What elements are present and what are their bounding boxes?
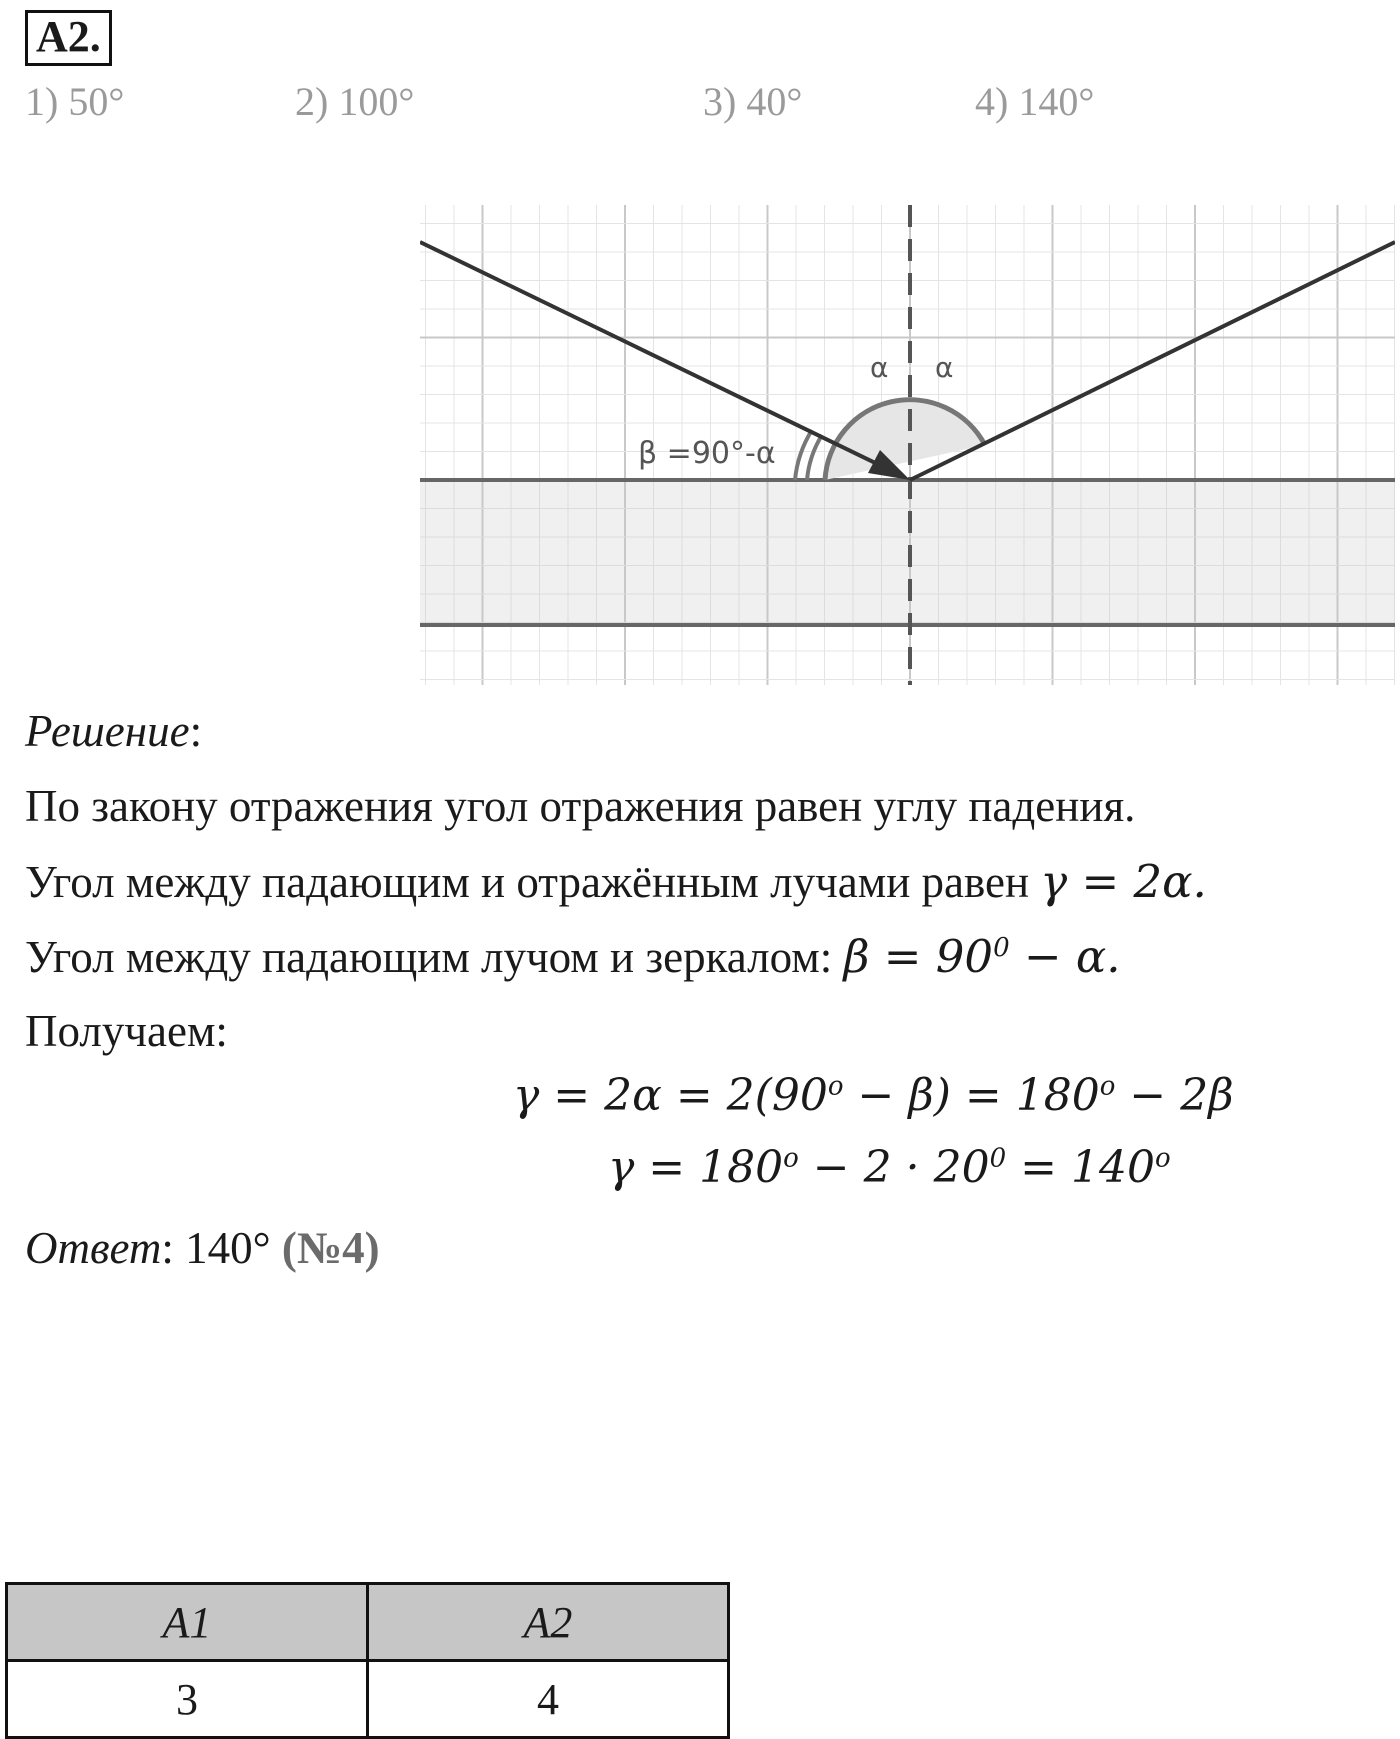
formula-2-c: = 140 [1006,1142,1155,1193]
beta-label: β =90°-α [638,436,776,471]
solution-heading-colon: : [189,706,203,756]
solution-line-2 [25,855,1207,908]
formula-2-sup-3: o [1154,1143,1171,1174]
beta-arc-inner [807,435,822,480]
answer-number: (№4) [281,1223,380,1273]
answers-table-header-row [7,1584,729,1661]
formula-1 [513,1070,1234,1121]
task-label: A2. [25,10,112,66]
answer-line [25,1222,380,1274]
formula-1-a: γ = 2α = 2(90 [513,1070,828,1121]
answers-table-value-a1: 3 [7,1661,368,1738]
solution-line-4: Получаем: [25,1006,228,1056]
answer-label: Ответ [25,1223,162,1273]
formula-1-sup-1: o [827,1071,844,1102]
option-1: 1) 50° [25,79,125,124]
reflected-ray [910,242,1395,480]
option-3: 3) 40° [703,79,803,124]
formula-1-sup-2: o [1099,1071,1116,1102]
formula-1-b: − β) = 180 [843,1070,1100,1121]
solution-line-2-math: γ = 2α. [1040,855,1207,908]
answers-table-row [7,1661,729,1738]
formula-2 [608,1142,1171,1193]
alpha-arc [825,400,985,480]
alpha-right-label: α [935,351,954,384]
mirror-body [420,480,1395,625]
answer-value: : 140° [161,1223,271,1273]
solution-line-1: По закону отражения угол отражения равен углу падения. [25,781,1136,831]
solution-heading-text: Решение [25,706,190,756]
reflection-diagram [420,205,1395,685]
solution-line-3-math-a: β = 90 [843,930,994,983]
answers-table [5,1582,730,1739]
answers-table-header-a1: A1 [7,1584,368,1661]
option-2: 2) 100° [295,79,415,124]
solution-line-3-sup: 0 [993,933,1010,963]
formula-2-sup-1: o [783,1143,799,1174]
option-4: 4) 140° [975,79,1095,124]
solution-line-3-math-b: − α. [1009,930,1121,983]
formula-2-a: γ = 180 [608,1142,784,1193]
formula-2-sup-2: 0 [989,1143,1007,1174]
answers-table-value-a2: 4 [368,1661,729,1738]
solution-line-2-text: Угол между падающим и отражённым лучами равен [25,857,1041,907]
answers-table-header-a2: A2 [368,1584,729,1661]
alpha-left-label: α [870,351,889,384]
formula-1-c: − 2β [1115,1070,1234,1121]
solution-heading [25,705,202,757]
solution-line-3-text: Угол между падающим лучом и зеркалом: [25,932,844,982]
formula-2-b: − 2 · 20 [798,1142,990,1193]
solution-line-3 [25,930,1121,983]
